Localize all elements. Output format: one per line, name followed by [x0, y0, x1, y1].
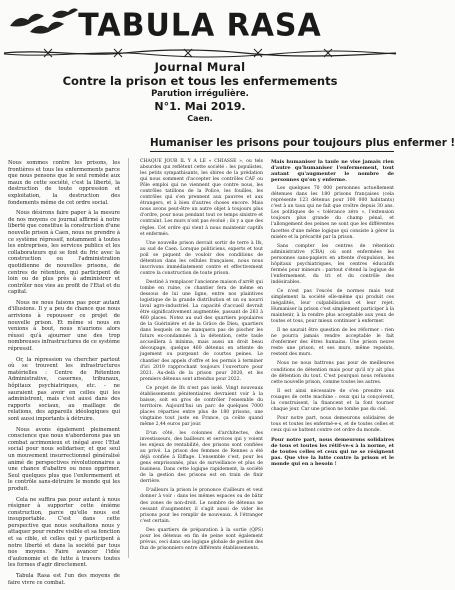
article-paragraph: Ce projet de Ifs n'est pas isolé. Vingt nouveaux établissements pénitentiaires devraient voir à la baisse, soit en gros de contrôler l'ensemble du territoire. Aujourd'hui un parc de quelques 7000 places réparties entre plus de 180 prisons, une vingtaine tout juste en France, ça coûte quand même 2,44 euros par jour. [140, 385, 263, 427]
article-paragraph: Il ne saurait être question de les réformer : rien ne pourra jamais rendre acceptable le fait d'enfermer des êtres humains. Une prison neuve reste une prison, et ses murs, même repeints, restent des murs. [271, 328, 394, 358]
article-paragraph: D'un côté, les colonnes d'architectes, des investisseurs, des bailleurs et services qui y voient les enjeux de rentabilité, des prisons sont confiées au privé. La prison des femmes de Rennes a été déjà confiée à Eiffage. L'ensemble c'est, pour les gens emprisonnés, plus de surveillance et plus de business. Dans cette logique rapidement, la société de la gestion des prisons est en train de finir derrière. [140, 431, 263, 485]
issue-number: N°1. Mai 2019. [154, 100, 246, 113]
editorial-paragraph: Or, la répression va chercher partout où se trouvent les infrastructures matérielles : Centre de Rétention Administrative, casernes, tribunaux, hôpitaux psychiatriques, etc. - ne sauraient pas avoir en celles qui les administrent, mais c'est aussi dans des rapports sociaux, au maillage de relations, des appareils idéologiques qui sont aussi importants à détruire. [8, 356, 120, 422]
article-paragraph: Des quartiers de préparation à la sortie (QPS) pour les détenus en fin de peine sont également prévus, ceci dans une logique globale de gestion des flux de prisonniers entre différents établissements. [140, 527, 263, 551]
journal-subtitle: Journal Mural [154, 60, 246, 74]
article-paragraph: Ce n'est pas l'excès de normes mais tout simplement la société elle-même qui produit ces inégalités, leur culpabilisation et leur rejet. Humaniser la prison c'est simplement participer à la maintenir, à la rendre plus acceptable aux yeux de toutes et tous, pour mieux continuer à enfermer. [271, 288, 394, 325]
article-closing-statement: Pour notre part, nous demeurons solidaires de tous et toutes les rétif-ve-s à la norme, et de toutes celles et ceux qui ne se résignent pas. Que vive la lutte contre la prison et le monde qui en a besoin ! [271, 436, 394, 468]
editorial-paragraph: Nous désirons faire paper à la mesure de nos moyens ce journal affirmé à notre liberté que constitue la construction d'une nouvelle prison à Caen, nous ne prendre à ce système répressif, notamment à toutes les entreprises, les services publics et les collaborateurs qui se font du fric avec la construction ou l'administration quotidienne de nouvelles prisons, de centres de rétention, qui participent de loin ou de plus près à administrer et contrôler nos vies au profit de l'Etat et du capital. [8, 210, 120, 296]
article-paragraph: Pour notre part, nous demeurons solidaires de tous et toutes les enfermé-e-s, et de toutes celles et ceux qui se battent contre cet ordre du monde. [271, 415, 394, 433]
article-paragraph-emphasis: Mais humaniser la taule ne vise jamais rien d'autre qu'humaniser l'enfermement, tout autant qu'augmenter le nombre de personnes qu'on y enferme. [271, 159, 394, 184]
article-headline: Humaniser les prisons pour toujours plus enfermer ! [150, 137, 455, 149]
article-paragraph: D'ailleurs la prison le prononce d'ailleurs et veut donner à voir : dans les mêmes espaces ou de bâtir des zones de non-droit. Le nombre de détenus ne cessant d'augmenter, il s'agit aussi de vider les prisons pour les remplir de nouveaux. À l'étranger c'est certain. [140, 488, 263, 524]
editorial-paragraph: Nous ne nous faisons pas pour autant d'illusions. Il y a peu de chance que nous arrivions à repousser ce projet de nouvelle prison. Et même si nous en venions à bout, nous n'aurions alors réussi qu'à ajourner une des trop nombreuses infrastructures de ce système répressif. [8, 299, 120, 353]
masthead [0, 0, 400, 125]
editorial-paragraph: Cela ne suffira pas pour autant à nous résigner à supporter cette énième construction, parce qu'elle nous est insupportable. C'est dans cette perspective que nous souhaitons nous y attaquer pour rendre visible et sa fonction et sa cible, et celles qui y participent à notre liberté et dans la société par tous nos moyens. Faire avancer l'idée d'autonomie et de lutte à travers toutes les formes d'agir directement. [8, 496, 120, 569]
barbed-wire-icon [4, 46, 396, 60]
article-paragraph: Sans compter les centres de rétention administrative (CRA) où sont enfermées les personnes sans-papiers en attente d'expulsion, les hôpitaux psychiatriques, les centres éducatifs fermés pour mineurs : partout s'étend la logique de l'enfermement, du tri et du contrôle des indésirables. [271, 243, 394, 285]
journal-title: TABULA RASA [78, 7, 322, 44]
publication-frequency: Parution irrégulière. [151, 89, 249, 99]
headline-rule [150, 151, 394, 152]
editorial-paragraph: Nous avons également pleinement conscience que nous n'aborderons pas un combat acrimonieux et inégal avec l'Etat social pour nous solidariser, et que seul un mouvement insurrectionnel généralisé animé de perspectives révolutionnaires a une chance d'abattre ou nous opprimer. Seul quelques plus que l'enfermement et le contrôle sans-détruire le monde qui les produit. [8, 426, 120, 492]
city: Caen. [187, 114, 213, 123]
journal-tagline: Contre la prison et tous les enfermements [62, 74, 338, 88]
article-paragraph: Destiné à remplacer l'ancienne maison d'arrêt qui tombe en ruine, ce chantier fera de même en dessous de lui une ligne, entre nos plaintives logistique de la grande distribution et un ou nourri laval agro-industriel. La capacité d'accueil devrait être significativement augmentée, passant de 263 à 460 places. Notez au sud des quartiers populaires de la Guérinière et de la Grâce de Dieu, quartiers dans lesquels on ne manquera pas de piocher les futurs ex-condamnés à la détention, cette taule accueillera à minima, mais aussi un droit beau découpage, quelque 460 détenus en attente de jugement ou purgeant de courtes peines. Le chantier des appels d'offre et les permis à terminer d'ici 2019 rapprochant toujours l'ouverture pour 2021. Au-delà de la prison pour 2020, et les premiers détenus sont attendus pour 2022. [140, 279, 263, 382]
editorial-paragraph: Tabula Rasa est l'un des moyens de faire vivre ce combat. [8, 573, 120, 586]
article-paragraph: Il est ainsi nécessaire de s'en prendre aux rouages de cette machine : ceux qui la conçoivent, la construisent, la financent et la font tourner chaque jour. Car une prison ne tombe pas du ciel. [271, 388, 394, 412]
column-divider [128, 158, 129, 558]
article-paragraph: Les quelques 70 000 personnes actuellement détenues dans les 180 prisons françaises (cela représente 123 détenus pour 100 000 habitants) c'est à un taux qui ne fait que croître depuis 30 ans. Les politiques de « tolérance zéro », l'extension toujours plus grande du champ pénal, et l'allongement des peines ne sont que les différentes facettes d'une même logique qui consiste à gérer la misère et la précarité par la prison. [271, 186, 394, 240]
article-paragraph: CHAQUE JOUR IL Y A LE « CHIASSE », ou tels absurdes qui reflètent cette société : les populistes, les petits sympathisants, les sbires de la prédation qui nous somment d'accepter les contrôles CAF ou Pôle emploi qui ne viennent que contre nous, les contrôles tatillons de la Police, les fouilles, les contrôles qui s'en prennent aux pauvres et aux étrangers, et à bien d'autres choses encore. Mais nous avons peut-être un autre objet à toujours plus d'ordre, pour nous pendant tout ce temps sinistre et contraint. Les murs n'ont pas évolué ; ils y a que des règles. Cet ordre qui vient à nous maintenir captifs et enfermés. [140, 159, 263, 237]
article-paragraph: Nous ne nous battrons pas pour de meilleures conditions de détention mais pour qu'il n'y ait plus de détention du tout. C'est pourquoi nous refusons cette nouvelle prison, comme toutes les autres. [271, 361, 394, 385]
editorial-paragraph: Nous sommes contre les prisons, les frontières et tous les enfermements parce que nous pensons que le seul remède aux maux de cette société, c'est la liberté, la destruction de toute oppression et exploitation, la destruction des fondements même de cet ordre social. [8, 160, 120, 206]
article-body [140, 159, 394, 559]
article-paragraph: Une nouvelle prison devrait sortir de terre à Ifs, au sud de Caen. Lorsque politiciens, experts et tout poil se piquent de vouloir des conditions de détention dans les cellules françaises, nous nous inscrivons immédiatement contre et effectivement contre la construction de toute prison. [140, 240, 263, 276]
editorial-column [8, 160, 120, 590]
